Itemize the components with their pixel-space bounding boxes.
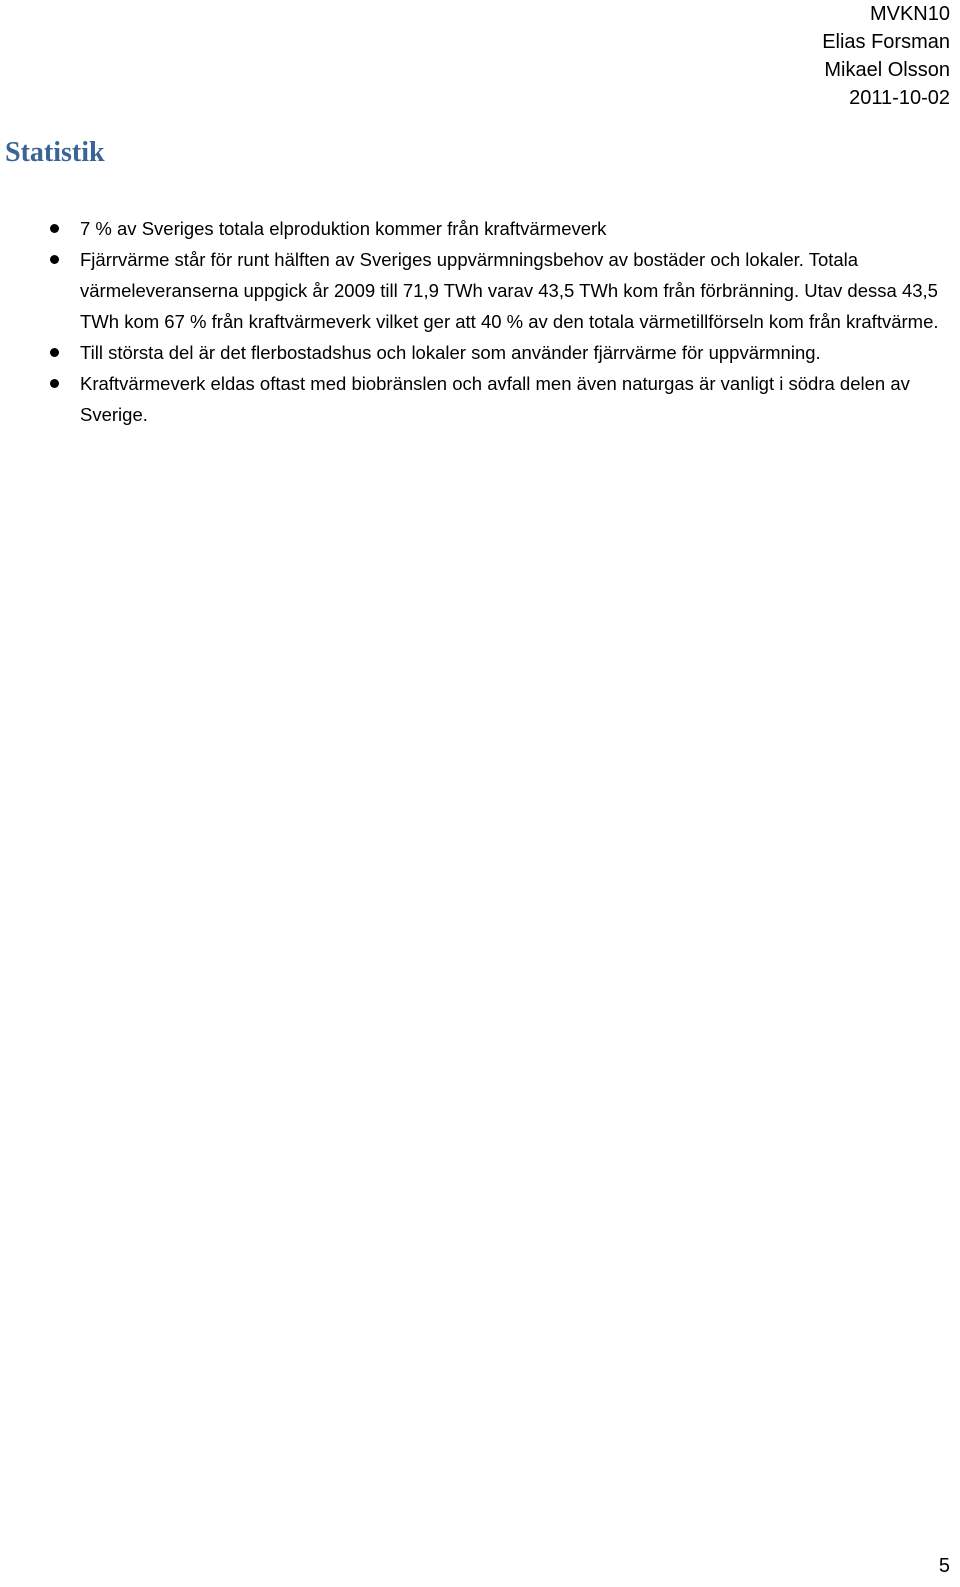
author-name: Elias Forsman: [822, 31, 950, 53]
list-item-text: Fjärrvärme står för runt hälften av Sveriges uppvärmningsbehov av bostäder och lokaler. Totala värmeleveranserna uppgick år 2009 till 71,9 TWh varav 43,5 TWh kom från förbränning. Utav dessa 43,5 TWh kom 67 % från kraftvärmeverk vilket ger att 40 % av den totala värmetillförseln kom från kraftvärme.: [80, 249, 939, 332]
bullet-icon: [50, 224, 59, 233]
author-name: Mikael Olsson: [824, 59, 950, 81]
section-heading: Statistik: [5, 137, 105, 168]
list-item: [0, 213, 950, 244]
course-code: MVKN10: [869, 3, 950, 25]
list-item-text: 7 % av Sveriges totala elproduktion kommer från kraftvärmeverk: [80, 218, 607, 239]
bullet-list: [0, 213, 950, 430]
bullet-icon: [50, 379, 59, 388]
document-date: 2011-10-02: [849, 87, 950, 109]
list-item-text: Till största del är det flerbostadshus och lokaler som använder fjärrvärme för uppvärmning.: [80, 342, 821, 363]
list-item: [0, 244, 950, 337]
list-item-text: Kraftvärmeverk eldas oftast med biobränslen och avfall men även naturgas är vanligt i södra delen av Sverige.: [80, 373, 910, 425]
page-number: 5: [938, 1555, 950, 1577]
list-item: [0, 337, 950, 368]
bullet-icon: [50, 348, 59, 357]
page-header: [822, 0, 950, 112]
bullet-icon: [50, 255, 59, 264]
list-item: [0, 368, 950, 430]
